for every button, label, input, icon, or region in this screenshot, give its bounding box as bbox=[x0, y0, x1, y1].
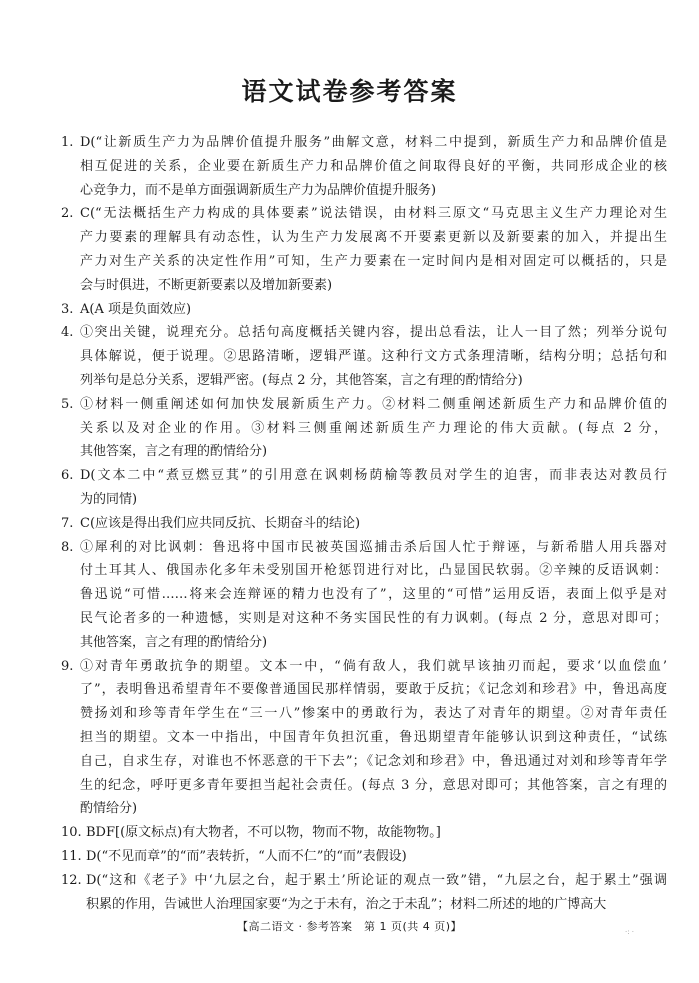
answer-number: 8. bbox=[61, 539, 74, 555]
answer-text-line: ①材料一侧重阐述如何加快发展新质生产力。②材料二侧重阐述新质生产力和品牌价值的 bbox=[80, 396, 667, 412]
answer-text-line: ①犀利的对比讽刺：鲁迅将中国市民被英国巡捕击杀后国人忙于辩诬，与新希腊人用兵器对 bbox=[80, 539, 667, 555]
answer-item bbox=[61, 869, 667, 917]
answer-item bbox=[61, 512, 667, 536]
answer-text-line: 自己，自求生存，对谁也不怀恶意的干下去”；《记念刘和珍君》中，鲁迅通过对刘和珍等青年学 bbox=[80, 753, 667, 769]
answer-text-line: ①对青年勇敢抗争的期望。文本一中，“倘有敌人，我们就早该抽刃而起，要求‘以血偿血’ bbox=[80, 658, 667, 674]
answer-text-line: 民气论者多的一种遗憾，实则是对这种不务实国民性的有力讽刺。(每点 2 分，意思对即可； bbox=[80, 610, 667, 626]
answer-text-line: 生的纪念，呼吁更多青年要担当起社会责任。(每点 3 分，意思对即可；其他答案，言之有理的 bbox=[80, 777, 667, 793]
answer-text-line: 为的同情) bbox=[80, 491, 138, 507]
page-title: 语文试卷参考答案 bbox=[241, 77, 458, 106]
answer-text-line: C(“无法概括生产力构成的具体要素”说法错误，由材料三原文“马克思主义生产力理论对生 bbox=[80, 206, 667, 222]
corner-mark: ·: · bbox=[625, 928, 635, 936]
answer-text-line: 列举句是总分关系，逻辑严密。(每点 2 分，其他答案，言之有理的酌情给分) bbox=[80, 372, 523, 388]
answer-number: 12. bbox=[61, 872, 82, 888]
answer-text-line: 产力对生产关系的决定性作用”可知，生产力要素在一定时间内是相对固定可以概括的，只是 bbox=[80, 253, 667, 269]
answer-number: 3. bbox=[61, 301, 74, 317]
answer-item bbox=[61, 298, 667, 322]
answer-item bbox=[61, 131, 667, 202]
answer-number: 2. bbox=[61, 206, 74, 222]
answer-text-line: 关系以及对企业的作用。③材料三侧重阐述新质生产力理论的伟大贡献。(每点 2 分， bbox=[80, 420, 667, 436]
answer-number: 4. bbox=[61, 325, 74, 341]
answer-text-line: 其他答案，言之有理的酌情给分) bbox=[80, 634, 268, 650]
answer-text-line: 产力要素的理解具有动态性，认为生产力发展离不开要素更新以及新要素的加入，并提出生 bbox=[80, 230, 667, 246]
answer-text-line: 具体解说，便于说理。②思路清晰，逻辑严谨。这种行文方式条理清晰，结构分明；总括句和 bbox=[80, 349, 667, 365]
answer-text-line: C(应该是得出我们应共同反抗、长期奋斗的结论) bbox=[80, 515, 361, 531]
answer-text-line: 相互促进的关系，企业要在新质生产力和品牌价值之间取得良好的平衡，共同形成企业的核 bbox=[80, 158, 667, 174]
answer-text-line: 了”，表明鲁迅希望青年不要像普通国民那样情弱，要敢于反抗；《记念刘和珍君》中，鲁迅高度 bbox=[80, 682, 667, 698]
answer-text-line: BDF[(原文标点)有大物者，不可以物，物而不物，故能物物。] bbox=[86, 825, 441, 841]
answer-text-line: 其他答案，言之有理的酌情给分) bbox=[80, 444, 268, 460]
answer-number: 11. bbox=[61, 848, 82, 864]
answer-text-line: 赞扬刘和珍等青年学生在“三一八”惨案中的勇敢行为，表达了对青年的期望。②对青年责任 bbox=[80, 706, 667, 722]
answer-item bbox=[61, 464, 667, 512]
answer-text-line: 付土耳其人、俄国赤化多年未受别国开枪惩罚进行对比，凸显国民软弱。②辛辣的反语讽刺： bbox=[80, 563, 667, 579]
answer-text-line: 心竞争力，而不是单方面强调新质生产力为品牌价值提升服务) bbox=[80, 182, 437, 198]
answer-text-line: 积累的作用，告诫世人治理国家要“为之于未有，治之于未乱”；材料二所述的地的广博高大 bbox=[86, 896, 607, 912]
answer-text-line: D(文本二中“煮豆燃豆萁”的引用意在讽刺杨荫榆等教员对学生的迫害，而非表达对教员行 bbox=[80, 468, 667, 484]
answer-number: 9. bbox=[61, 658, 74, 674]
answer-item bbox=[61, 393, 667, 464]
answer-number: 5. bbox=[61, 396, 74, 412]
answer-number: 1. bbox=[61, 135, 74, 150]
answer-text-line: 担当的期望。文本一中指出，中国青年负担沉重，鲁迅期望青年能够认识到这种责任，“试练 bbox=[80, 729, 667, 745]
answer-number: 10. bbox=[61, 825, 82, 841]
answer-text-line: 酌情给分) bbox=[80, 801, 138, 817]
answer-item bbox=[61, 202, 667, 297]
answer-item bbox=[61, 321, 667, 392]
answer-text-line: 会与时俱进，不断更新要素以及增加新要素) bbox=[80, 277, 333, 293]
answer-item bbox=[61, 655, 667, 822]
answer-text-line: D(“让新质生产力为品牌价值提升服务”曲解文意，材料二中提到，新质生产力和品牌价值是 bbox=[80, 135, 667, 150]
answer-text-line: ①突出关键，说理充分。总括句高度概括关键内容，提出总看法，让人一目了然；列举分说句 bbox=[80, 325, 667, 341]
answer-number: 6. bbox=[61, 468, 74, 484]
answer-item bbox=[61, 845, 667, 869]
answer-list bbox=[61, 131, 667, 916]
answer-text-line: 鲁迅说“可惜……将来会连辩诬的精力也没有了”，这里的“可惜”运用反语，表面上似乎是对 bbox=[80, 587, 667, 603]
answer-item bbox=[61, 821, 667, 845]
answer-text-line: D(“这和《老子》中‘九层之台，起于累土’所论证的观点一致”错，“九层之台，起于累土”强调 bbox=[86, 872, 667, 888]
page-footer: 【高二语文 · 参考答案 第 1 页(共 4 页)】 bbox=[236, 920, 463, 933]
answer-number: 7. bbox=[61, 515, 74, 531]
answer-text-line: A(A 项是负面效应) bbox=[80, 301, 192, 317]
answer-item bbox=[61, 536, 667, 655]
answer-text-line: D(“不见而章”的“而”表转折，“人而不仁”的“而”表假设) bbox=[86, 848, 407, 864]
